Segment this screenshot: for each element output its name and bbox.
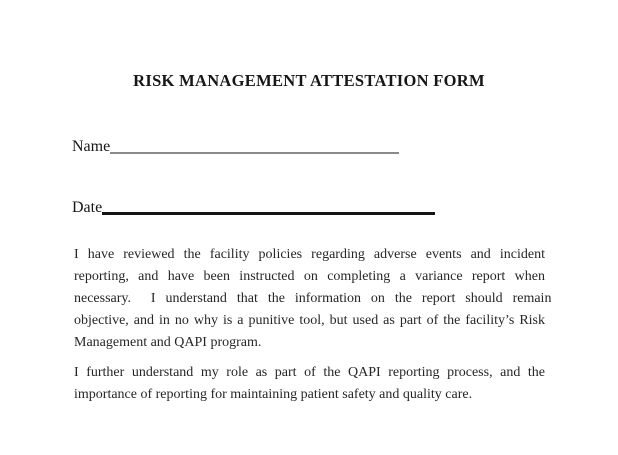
- text-line: necessary. I understand that the information on the report should remain: [74, 291, 552, 306]
- date-fill-line[interactable]: [102, 196, 435, 215]
- name-field-row: [72, 133, 399, 156]
- text-line: Management and QAPI program.: [74, 335, 262, 350]
- name-fill-line[interactable]: [110, 136, 399, 154]
- page-title: RISK MANAGEMENT ATTESTATION FORM: [133, 71, 485, 90]
- text-line: I further understand my role as part of the QAPI reporting process, and the: [74, 365, 545, 380]
- name-label: Name: [72, 138, 111, 155]
- text-line: objective, and in no why is a punitive tool, but used as part of the facility’s Risk: [74, 313, 545, 328]
- paragraph-attestation: [74, 244, 552, 354]
- paragraph-qapi-role: [74, 362, 545, 406]
- text-line: importance of reporting for maintaining patient safety and quality care.: [74, 387, 473, 402]
- date-label: Date: [72, 199, 103, 216]
- date-field-row: [72, 193, 435, 217]
- text-line: I have reviewed the facility policies regarding adverse events and incident: [74, 247, 545, 262]
- text-line: reporting, and have been instructed on completing a variance report when: [74, 269, 545, 284]
